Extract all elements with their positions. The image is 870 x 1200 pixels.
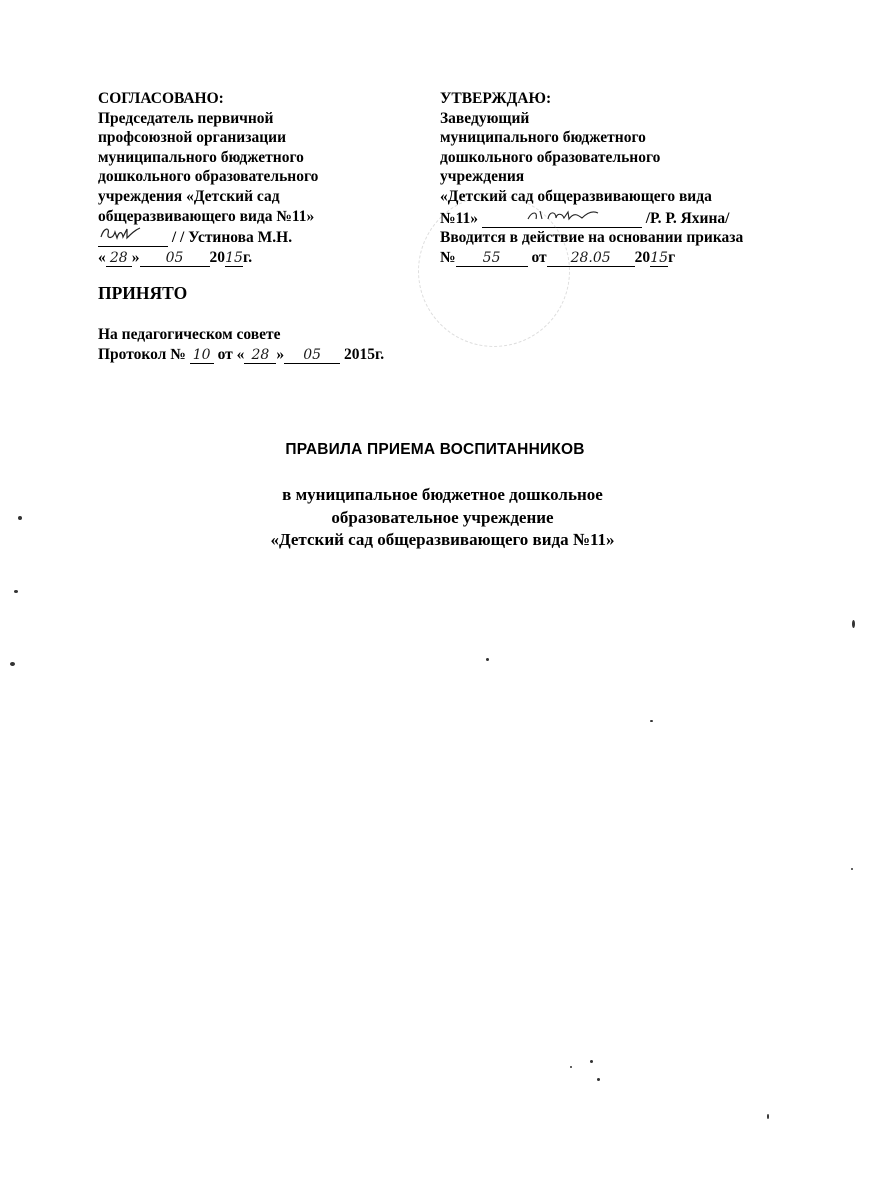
scan-speck [486,658,489,661]
scan-speck [650,720,653,722]
approval-line: Председатель первичной [98,109,274,127]
date-quote-open: « [98,248,106,266]
scan-speck [851,868,853,870]
scan-speck [10,662,15,666]
order-year-suffix: 15 [650,249,669,266]
subtitle-line: «Детский сад общеразвивающего вида №11» [270,530,615,549]
date-g-left: г. [243,248,253,266]
scan-speck [597,1078,600,1081]
order-line: Вводится в действие на основании приказа [440,229,744,247]
approval-line: дошкольного образовательного [440,148,661,166]
signer-left: / / Устинова М.Н. [171,229,293,247]
date-month-left: 05 [165,249,184,266]
signer-right: /Р. Р. Яхина/ [645,209,730,227]
signature-left [98,226,168,247]
protocol-from: от « [217,345,245,363]
scan-speck [852,620,855,628]
approval-date-left [98,248,428,268]
order-date: 28.05 [570,249,611,266]
date-quote-close: » [131,248,140,266]
scan-speck [590,1060,593,1063]
date-year-suffix-left: 15 [225,249,243,266]
accepted-heading: ПРИНЯТО [98,283,188,303]
approval-line: дошкольного образовательного [98,168,319,186]
order-no-label: № [440,248,456,266]
scan-speck [14,590,18,593]
approval-line: муниципального бюджетного [440,129,646,147]
protocol-number: 10 [192,346,211,363]
approval-line: общеразвивающего вида №11» [98,207,315,225]
approval-line: «Детский сад общеразвивающего вида [440,187,712,205]
order-g: г [668,248,676,266]
subtitle-line: образовательное учреждение [331,507,554,527]
subtitle-line: в муниципальное бюджетное дошкольное [282,485,603,504]
document-subtitle [0,484,870,552]
handwritten-signature-icon [98,226,142,242]
approval-heading-left: СОГЛАСОВАНО: [98,90,224,107]
council-line: На педагогическом совете [98,326,281,343]
order-no: 55 [482,249,501,266]
protocol-year: 2015г. [343,345,385,363]
order-from: от [531,248,547,266]
protocol-line [98,345,458,365]
approval-block-left [98,89,428,267]
date-year-prefix-left: 20 [209,248,225,266]
protocol-day: 28 [251,346,270,363]
date-day-left: 28 [109,249,128,266]
signature-line-left [98,226,428,248]
kindergarten-number: №11» [440,209,478,227]
scan-speck [18,516,22,520]
approval-line: Заведующий [440,109,530,127]
approval-heading-right: УТВЕРЖДАЮ: [440,90,552,107]
scan-speck [570,1066,572,1068]
protocol-quote-close: » [276,345,285,363]
document-title: ПРАВИЛА ПРИЕМА ВОСПИТАННИКОВ [285,441,585,458]
protocol-month: 05 [303,346,322,363]
approval-line: учреждения [440,168,525,186]
approval-line: профсоюзной организации [98,129,287,147]
protocol-label: Протокол № [98,345,186,363]
approval-line: муниципального бюджетного [98,148,304,166]
order-year-prefix: 20 [634,248,651,266]
approval-line: учреждения «Детский сад [98,187,280,205]
accepted-block [98,283,458,364]
scan-speck [767,1114,769,1119]
